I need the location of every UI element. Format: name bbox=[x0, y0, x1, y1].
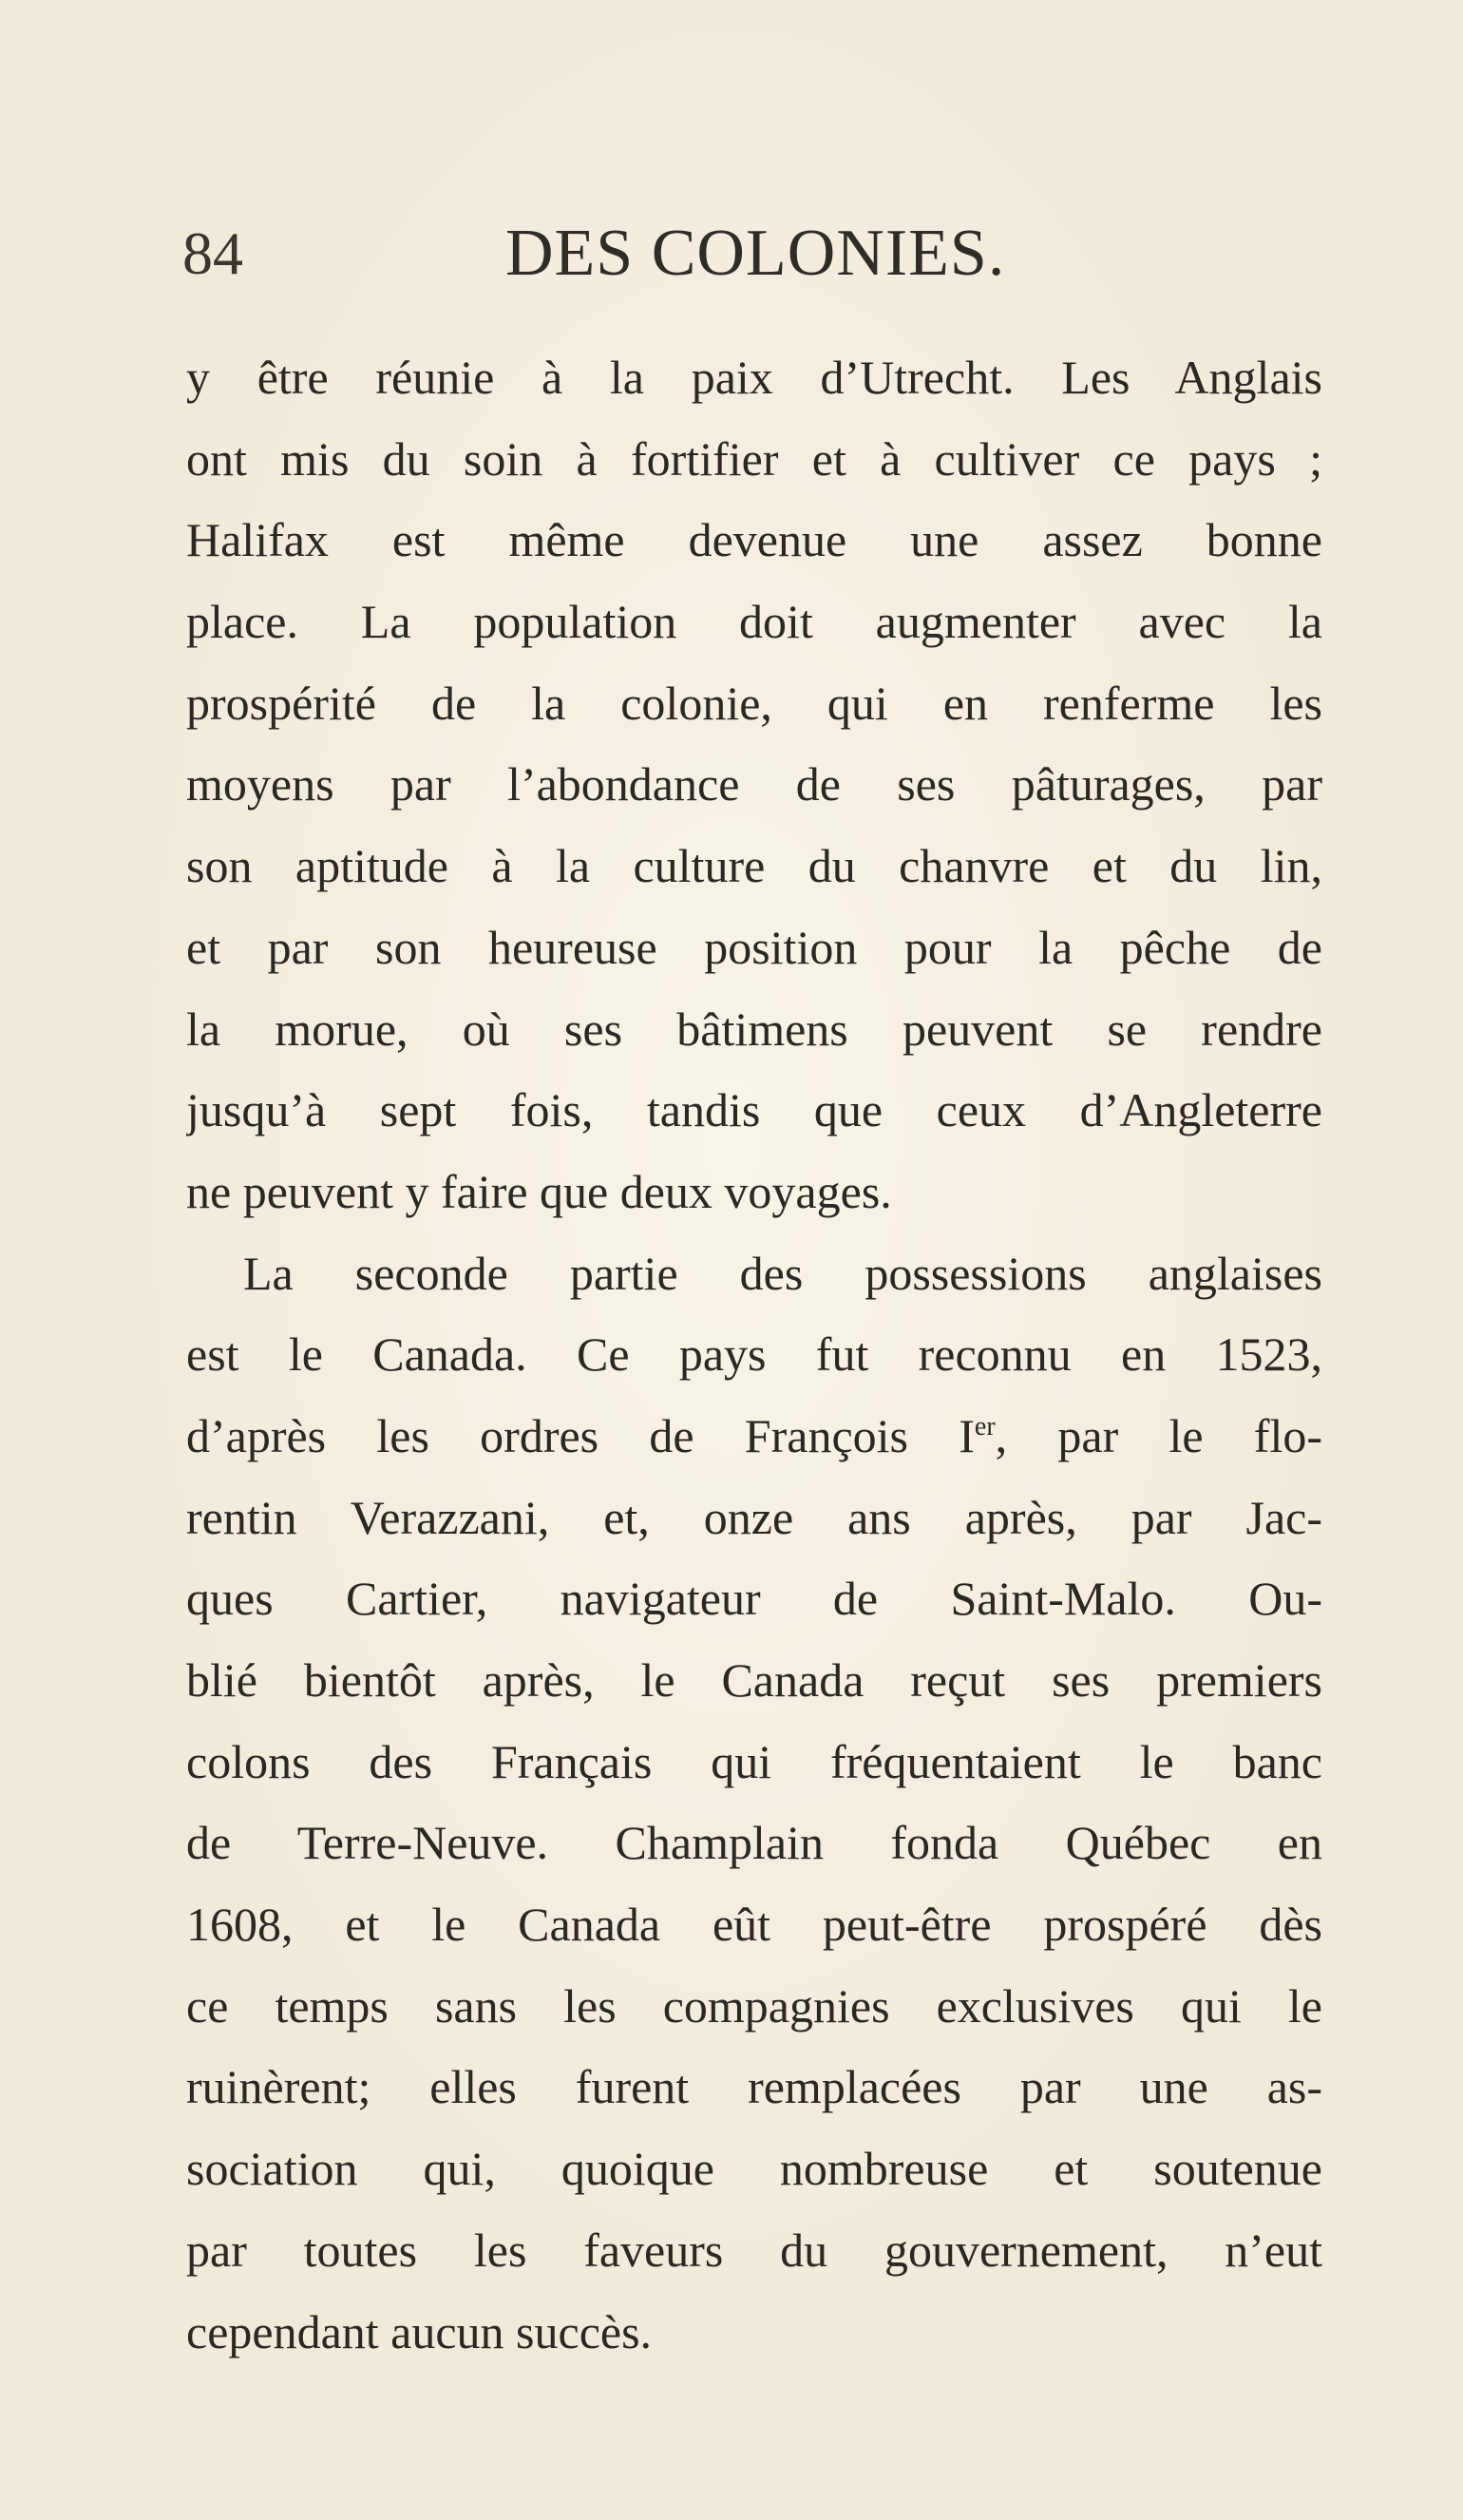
superscript: er bbox=[974, 1411, 996, 1441]
text-line: ont mis du soin à fortifier et à cultiver ce pays ; bbox=[186, 431, 1322, 486]
text-line-francois bbox=[186, 1396, 1322, 1478]
text-line: est le Canada. Ce pays fut reconnu en 1523, bbox=[186, 1327, 1322, 1382]
text-line: blié bientôt après, le Canada reçut ses premiers bbox=[186, 1653, 1322, 1707]
text-line: Halifax est même devenue une assez bonne bbox=[186, 513, 1322, 567]
paragraph-end-line: ne peuvent y faire que deux voyages. bbox=[186, 1164, 892, 1218]
text-segment: d’après les ordres de François I bbox=[186, 1408, 975, 1462]
text-line: ques Cartier, navigateur de Saint-Malo. Ou- bbox=[186, 1572, 1322, 1626]
text-line: sociation qui, quoique nombreuse et soutenue bbox=[186, 2142, 1322, 2196]
text-line: de Terre-Neuve. Champlain fonda Québec en bbox=[186, 1816, 1322, 1870]
text-line: ce temps sans les compagnies exclusives qui le bbox=[186, 1978, 1322, 2033]
text-line: ruinèrent; elles furent remplacées par une as- bbox=[186, 2060, 1322, 2114]
page-number: 84 bbox=[182, 220, 243, 287]
text-line: jusqu’à sept fois, tandis que ceux d’Angleterre bbox=[186, 1083, 1322, 1137]
text-line: place. La population doit augmenter avec la bbox=[186, 595, 1322, 649]
text-segment: , par le flo- bbox=[995, 1408, 1322, 1462]
text-line: 1608, et le Canada eût peut-être prospéré dès bbox=[186, 1898, 1322, 1952]
paragraph-end-line: cependant aucun succès. bbox=[186, 2304, 653, 2358]
text-line: prospérité de la colonie, qui en renferme les bbox=[186, 676, 1322, 730]
text-line: par toutes les faveurs du gouvernement, n’eut bbox=[186, 2223, 1322, 2277]
text-line: colons des Français qui fréquentaient le banc bbox=[186, 1734, 1322, 1788]
running-head bbox=[182, 211, 1322, 296]
text-line: la morue, où ses bâtimens peuvent se rendre bbox=[186, 1002, 1322, 1056]
text-line: son aptitude à la culture du chanvre et du lin, bbox=[186, 839, 1322, 893]
text-line: moyens par l’abondance de ses pâturages, par bbox=[186, 757, 1322, 811]
body-text bbox=[186, 337, 1322, 2373]
text-line: rentin Verazzani, et, onze ans après, par Jac- bbox=[186, 1490, 1322, 1544]
text-line: et par son heureuse position pour la pêche de bbox=[186, 920, 1322, 974]
text-line: y être réunie à la paix d’Utrecht. Les Anglais bbox=[186, 351, 1322, 404]
paragraph-start-line: La seconde partie des possessions anglaises bbox=[243, 1246, 1322, 1300]
running-title: DES COLONIES. bbox=[505, 217, 1006, 290]
